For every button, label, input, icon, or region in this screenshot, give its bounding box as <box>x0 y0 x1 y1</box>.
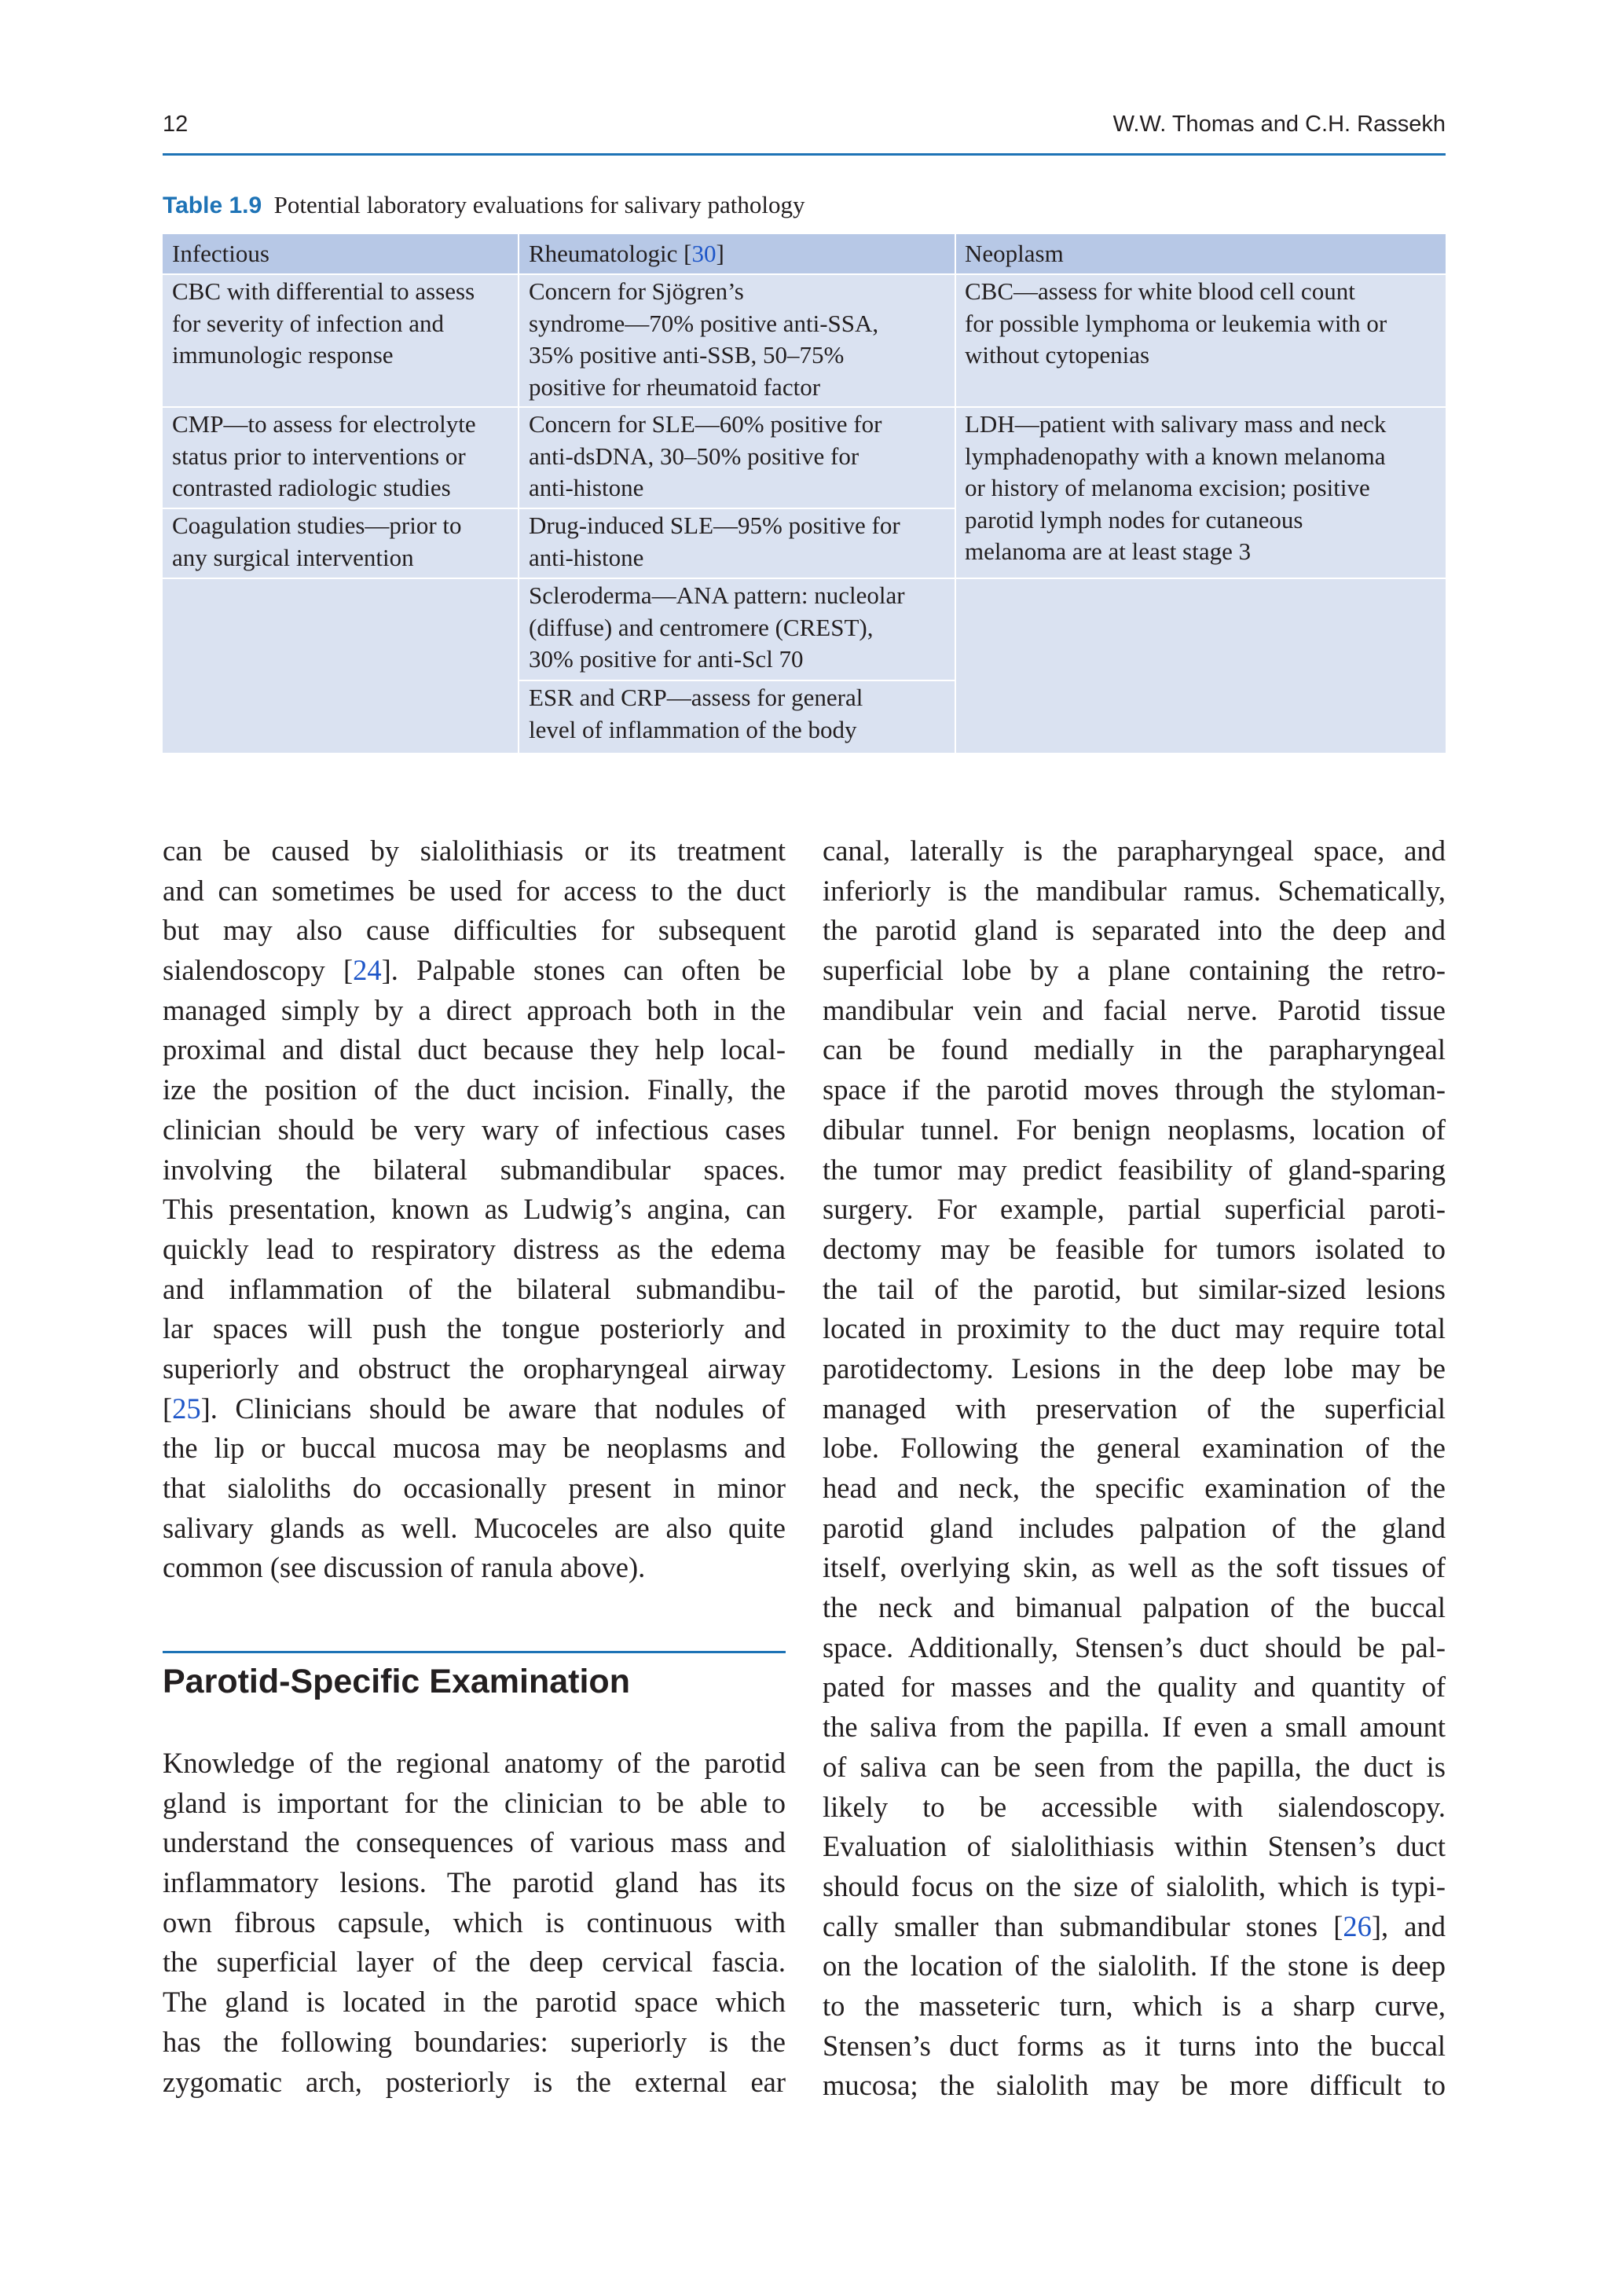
text-line: the superficial layer of the deep cervical fascia. <box>163 1946 786 1979</box>
text-line: located in proximity to the duct may require total <box>823 1312 1446 1345</box>
table-row-divider <box>518 578 955 579</box>
reference-link[interactable]: 30 <box>691 240 717 267</box>
text-line: parotid gland includes palpation of the gland <box>823 1511 1446 1544</box>
text-line: lobe. Following the general examination of the <box>823 1432 1446 1465</box>
table-row-divider <box>163 578 518 579</box>
text-line: the parotid gland is separated into the deep and <box>823 914 1446 947</box>
text-line: gland is important for the clinician to be able to <box>163 1786 786 1819</box>
text-line: canal, laterally is the parapharyngeal space, and <box>823 834 1446 867</box>
table-cell: Drug-induced SLE—95% positive for anti-histone <box>529 512 900 571</box>
reference-link[interactable]: 24 <box>353 954 382 987</box>
text-line: but may also cause difficulties for subsequent <box>163 914 786 947</box>
text-line: common (see discussion of ranula above). <box>163 1551 646 1584</box>
text-line: itself, overlying skin, as well as the soft tissues of <box>823 1551 1446 1584</box>
table-row-divider <box>518 680 955 681</box>
table-row-divider <box>163 406 518 408</box>
text-line: mucosa; the sialolith may be more difficult to <box>823 2069 1446 2102</box>
table-row-divider <box>518 406 955 408</box>
table-header-row <box>163 234 1446 273</box>
text-line: cally smaller than submandibular stones [26], and <box>823 1909 1446 1942</box>
table-cell: Concern for SLE—60% positive for anti-dsDNA, 30–50% positive for anti-histone <box>529 410 882 501</box>
table-row-divider <box>163 508 518 509</box>
text-line: likely to be accessible with sialendoscopy. <box>823 1790 1446 1823</box>
text-line: the lip or buccal mucosa may be neoplasms and <box>163 1432 786 1465</box>
text-line: proximal and distal duct because they help local- <box>163 1033 786 1066</box>
table-caption <box>163 191 804 219</box>
text-line: the tail of the parotid, but similar-sized lesions <box>823 1272 1446 1305</box>
text-line: sialendoscopy [24]. Palpable stones can often be <box>163 954 786 987</box>
table-cell: Coagulation studies—prior to any surgical intervention <box>172 512 462 571</box>
text-line: pated for masses and the quality and quantity of <box>823 1671 1446 1704</box>
text-line: dectomy may be feasible for tumors isolated to <box>823 1232 1446 1265</box>
text-line: of saliva can be seen from the papilla, the duct is <box>823 1750 1446 1783</box>
table-cell: ESR and CRP—assess for general level of inflammation of the body <box>529 684 863 743</box>
text-line: lar spaces will push the tongue posteriorly and <box>163 1312 786 1345</box>
table-cell: CBC with differential to assess for severity of infection and immunologic response <box>172 277 475 369</box>
text-line: understand the consequences of various mass and <box>163 1826 786 1859</box>
text-line: involving the bilateral submandibular spaces. <box>163 1153 786 1186</box>
text-line: Stensen’s duct forms as it turns into the buccal <box>823 2029 1446 2062</box>
text-line: can be caused by sialolithiasis or its treatment <box>163 834 786 867</box>
section-rule <box>163 1651 786 1653</box>
text-line: zygomatic arch, posteriorly is the external ear <box>163 2065 786 2098</box>
text-line: space if the parotid moves through the styloman- <box>823 1073 1446 1106</box>
body-text-left-column <box>163 831 786 1588</box>
text-line: Knowledge of the regional anatomy of the parotid <box>163 1747 786 1779</box>
header-rheumatologic: Rheumatologic [30] <box>529 240 724 267</box>
text-line: inflammatory lesions. The parotid gland has its <box>163 1866 786 1899</box>
text-line: mandibular vein and facial nerve. Parotid tissue <box>823 993 1446 1026</box>
text-line: has the following boundaries: superiorly is the <box>163 2025 786 2058</box>
text-line: to the masseteric turn, which is a sharp curve, <box>823 1989 1446 2022</box>
table-column-divider <box>518 234 519 753</box>
reference-link[interactable]: 25 <box>172 1392 201 1425</box>
section-body-text <box>163 1744 786 2102</box>
text-line: space. Additionally, Stensen’s duct should be pal- <box>823 1630 1446 1663</box>
text-line: dibular tunnel. For benign neoplasms, location of <box>823 1113 1446 1146</box>
text-line: managed with preservation of the superficial <box>823 1392 1446 1425</box>
text-line: [25]. Clinicians should be aware that nodules of <box>163 1392 786 1425</box>
text-line: ize the position of the duct incision. Finally, the <box>163 1073 786 1106</box>
table-caption-text: Potential laboratory evaluations for salivary pathology <box>273 191 805 218</box>
page-number: 12 <box>163 112 189 137</box>
text-line: The gland is located in the parotid space which <box>163 1986 786 2019</box>
text-line: clinician should be very wary of infectious cases <box>163 1113 786 1146</box>
body-text-right-column <box>823 831 1446 2106</box>
lab-evaluations-table <box>163 234 1446 753</box>
header-infectious: Infectious <box>172 240 269 267</box>
header-rule <box>163 153 1446 156</box>
text-line: and can sometimes be used for access to the duct <box>163 874 786 907</box>
text-line: superficial lobe by a plane containing the retro- <box>823 954 1446 987</box>
text-line: that sialoliths do occasionally present in minor <box>163 1472 786 1504</box>
text-line: and inflammation of the bilateral submandibu- <box>163 1272 786 1305</box>
text-line: Evaluation of sialolithiasis within Stensen’s duct <box>823 1830 1446 1863</box>
table-cell: Concern for Sjögren’s syndrome—70% positive anti-SSA, 35% positive anti-SSB, 50–75% positive for rheumatoid factor <box>529 277 879 401</box>
table-column-divider <box>955 234 956 753</box>
text-line: the saliva from the papilla. If even a small amount <box>823 1711 1446 1744</box>
table-row-divider <box>163 273 1446 275</box>
text-line: the tumor may predict feasibility of gland-sparing <box>823 1153 1446 1186</box>
text-line: own fibrous capsule, which is continuous with <box>163 1905 786 1938</box>
text-line: managed simply by a direct approach both in the <box>163 993 786 1026</box>
text-line: quickly lead to respiratory distress as the edema <box>163 1232 786 1265</box>
table-cell: LDH—patient with salivary mass and neck lymphadenopathy with a known melanoma or history of melanoma excision; positive parotid lymph nodes for cutaneous melanoma are at least stage 3 <box>965 410 1387 565</box>
table-cell: CMP—to assess for electrolyte status prior to interventions or contrasted radiologic studies <box>172 410 476 501</box>
table-cell: Scleroderma—ANA pattern: nucleolar (diffuse) and centromere (CREST), 30% positive for anti-Scl 70 <box>529 581 905 673</box>
text-line: can be found medially in the parapharyngeal <box>823 1033 1446 1066</box>
table-row-divider <box>955 406 1446 408</box>
text-line: This presentation, known as Ludwig’s angina, can <box>163 1193 786 1226</box>
text-line: salivary glands as well. Mucoceles are also quite <box>163 1511 786 1544</box>
table-cell: CBC—assess for white blood cell count for possible lymphoma or leukemia with or without cytopenias <box>965 277 1387 369</box>
text-line: parotidectomy. Lesions in the deep lobe may be <box>823 1352 1446 1385</box>
table-row-divider <box>955 578 1446 579</box>
text-line: head and neck, the specific examination of the <box>823 1472 1446 1504</box>
text-line: should focus on the size of sialolith, which is typi- <box>823 1869 1446 1902</box>
text-line: the neck and bimanual palpation of the buccal <box>823 1591 1446 1624</box>
section-heading: Parotid-Specific Examination <box>163 1663 630 1700</box>
reference-link[interactable]: 26 <box>1343 1909 1372 1942</box>
text-line: superiorly and obstruct the oropharyngeal airway <box>163 1352 786 1385</box>
running-head-authors: W.W. Thomas and C.H. Rassekh <box>1112 112 1446 137</box>
text-line: surgery. For example, partial superficial paroti- <box>823 1193 1446 1226</box>
text-line: on the location of the sialolith. If the stone is deep <box>823 1949 1446 1982</box>
table-row-divider <box>518 508 955 509</box>
text-line: inferiorly is the mandibular ramus. Schematically, <box>823 874 1446 907</box>
header-neoplasm: Neoplasm <box>965 240 1064 267</box>
table-label: Table 1.9 <box>163 193 262 218</box>
